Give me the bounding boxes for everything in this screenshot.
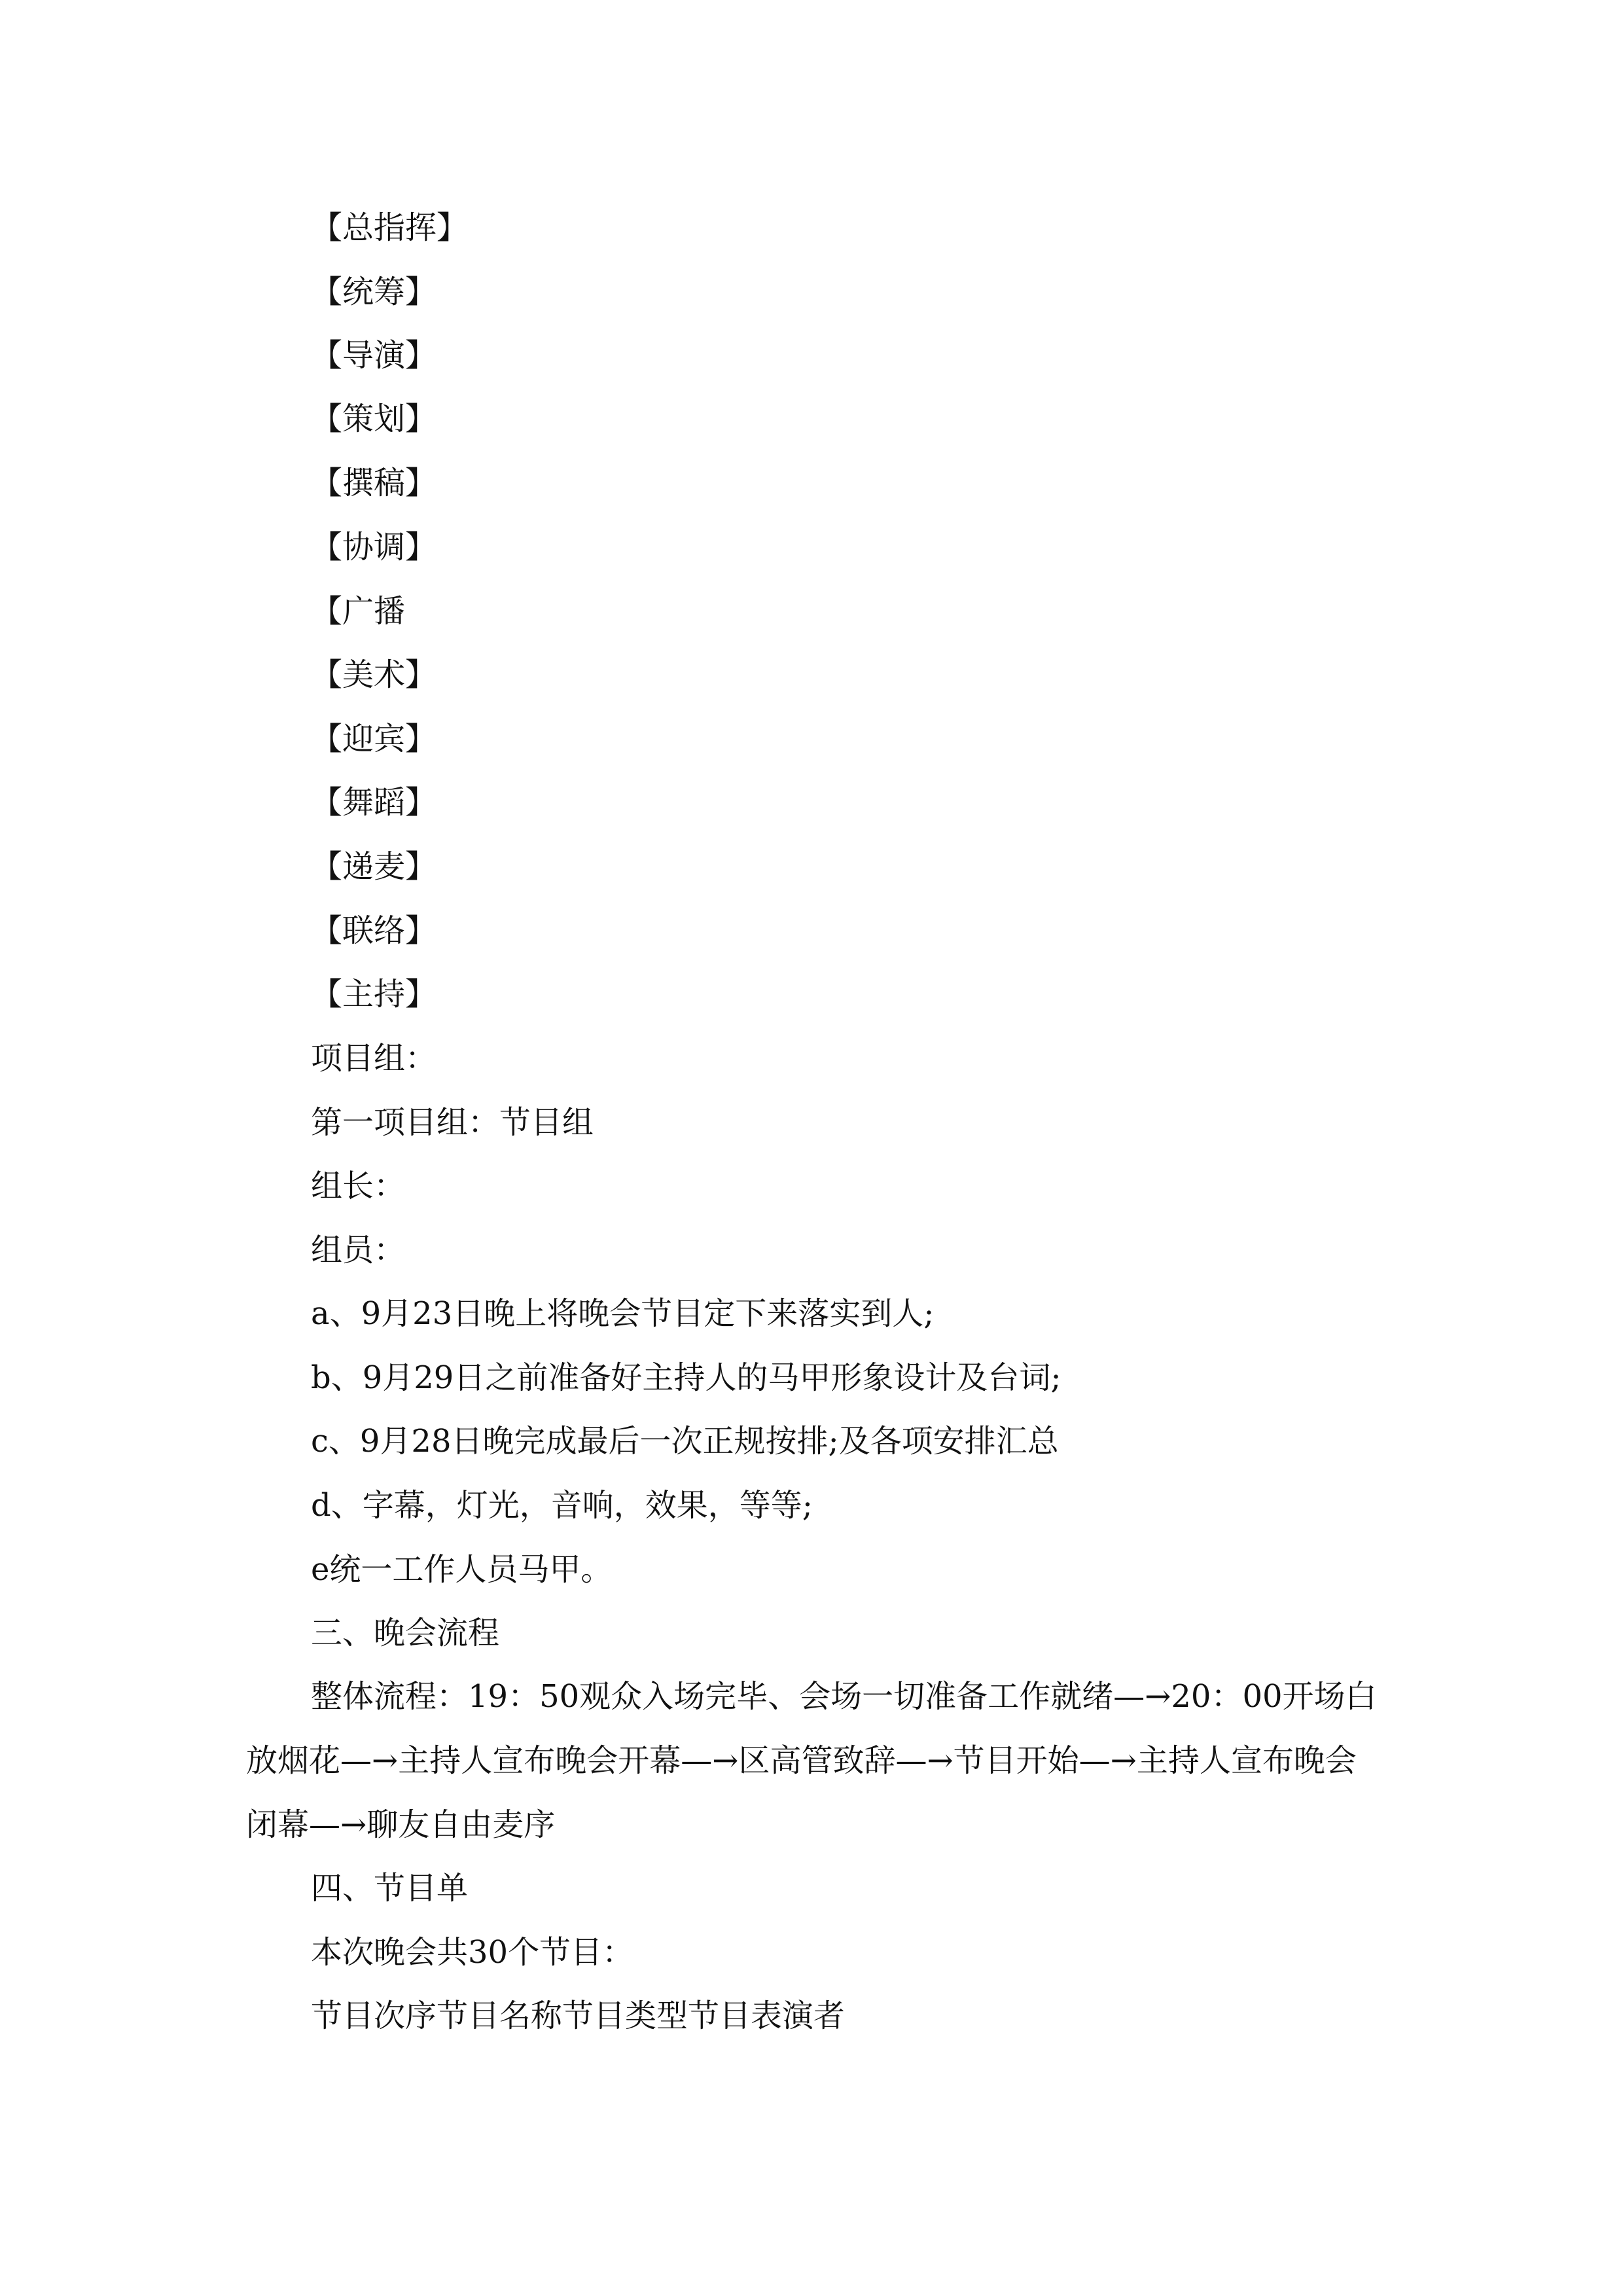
role-art: 【美术】: [311, 656, 437, 693]
project-group-one: 第一项目组：节目组: [311, 1104, 594, 1141]
role-reception: 【迎宾】: [311, 721, 437, 757]
group-members: 组员：: [311, 1232, 406, 1268]
role-liaison-coordination: 【协调】: [311, 529, 437, 565]
role-host: 【主持】: [311, 976, 437, 1013]
role-director: 【导演】: [311, 337, 437, 374]
role-coordination: 【统筹】: [311, 274, 437, 310]
role-dance: 【舞蹈】: [311, 784, 437, 821]
role-chief-commander: 【总指挥】: [311, 209, 469, 246]
task-item-c: c、9月28日晚完成最后一次正规按排;及各项安排汇总: [311, 1423, 1059, 1460]
role-broadcast: 【广播: [311, 593, 406, 630]
overall-flow-paragraph: 整体流程：19：50观众入场完毕、会场一切准备工作就绪—→20：00开场白放烟花—→主持人宣布晚会开幕—→区高管致辞—→节目开始—→主持人宣布晚会闭幕—→聊友自由麦序: [246, 1678, 1377, 1843]
program-count: 本次晚会共30个节目：: [311, 1934, 634, 1971]
project-heading: 项目组：: [311, 1040, 437, 1077]
task-item-d: d、字幕，灯光，音响，效果，等等;: [311, 1487, 813, 1524]
task-item-e: e统一工作人员马甲。: [311, 1551, 613, 1588]
task-item-b: b、9月29日之前准备好主持人的马甲形象设计及台词;: [311, 1359, 1061, 1396]
role-writing: 【撰稿】: [311, 465, 437, 501]
role-mic-handing: 【递麦】: [311, 848, 437, 885]
role-contact: 【联络】: [311, 912, 437, 949]
section-three-heading: 三、晚会流程: [311, 1615, 500, 1651]
role-planning: 【策划】: [311, 401, 437, 437]
group-leader: 组长：: [311, 1168, 406, 1204]
task-item-a: a、9月23日晚上将晚会节目定下来落实到人;: [311, 1295, 935, 1332]
section-four-heading: 四、节目单: [311, 1870, 469, 1907]
program-table-header: 节目次序节目名称节目类型节目表演者: [311, 1998, 846, 2034]
